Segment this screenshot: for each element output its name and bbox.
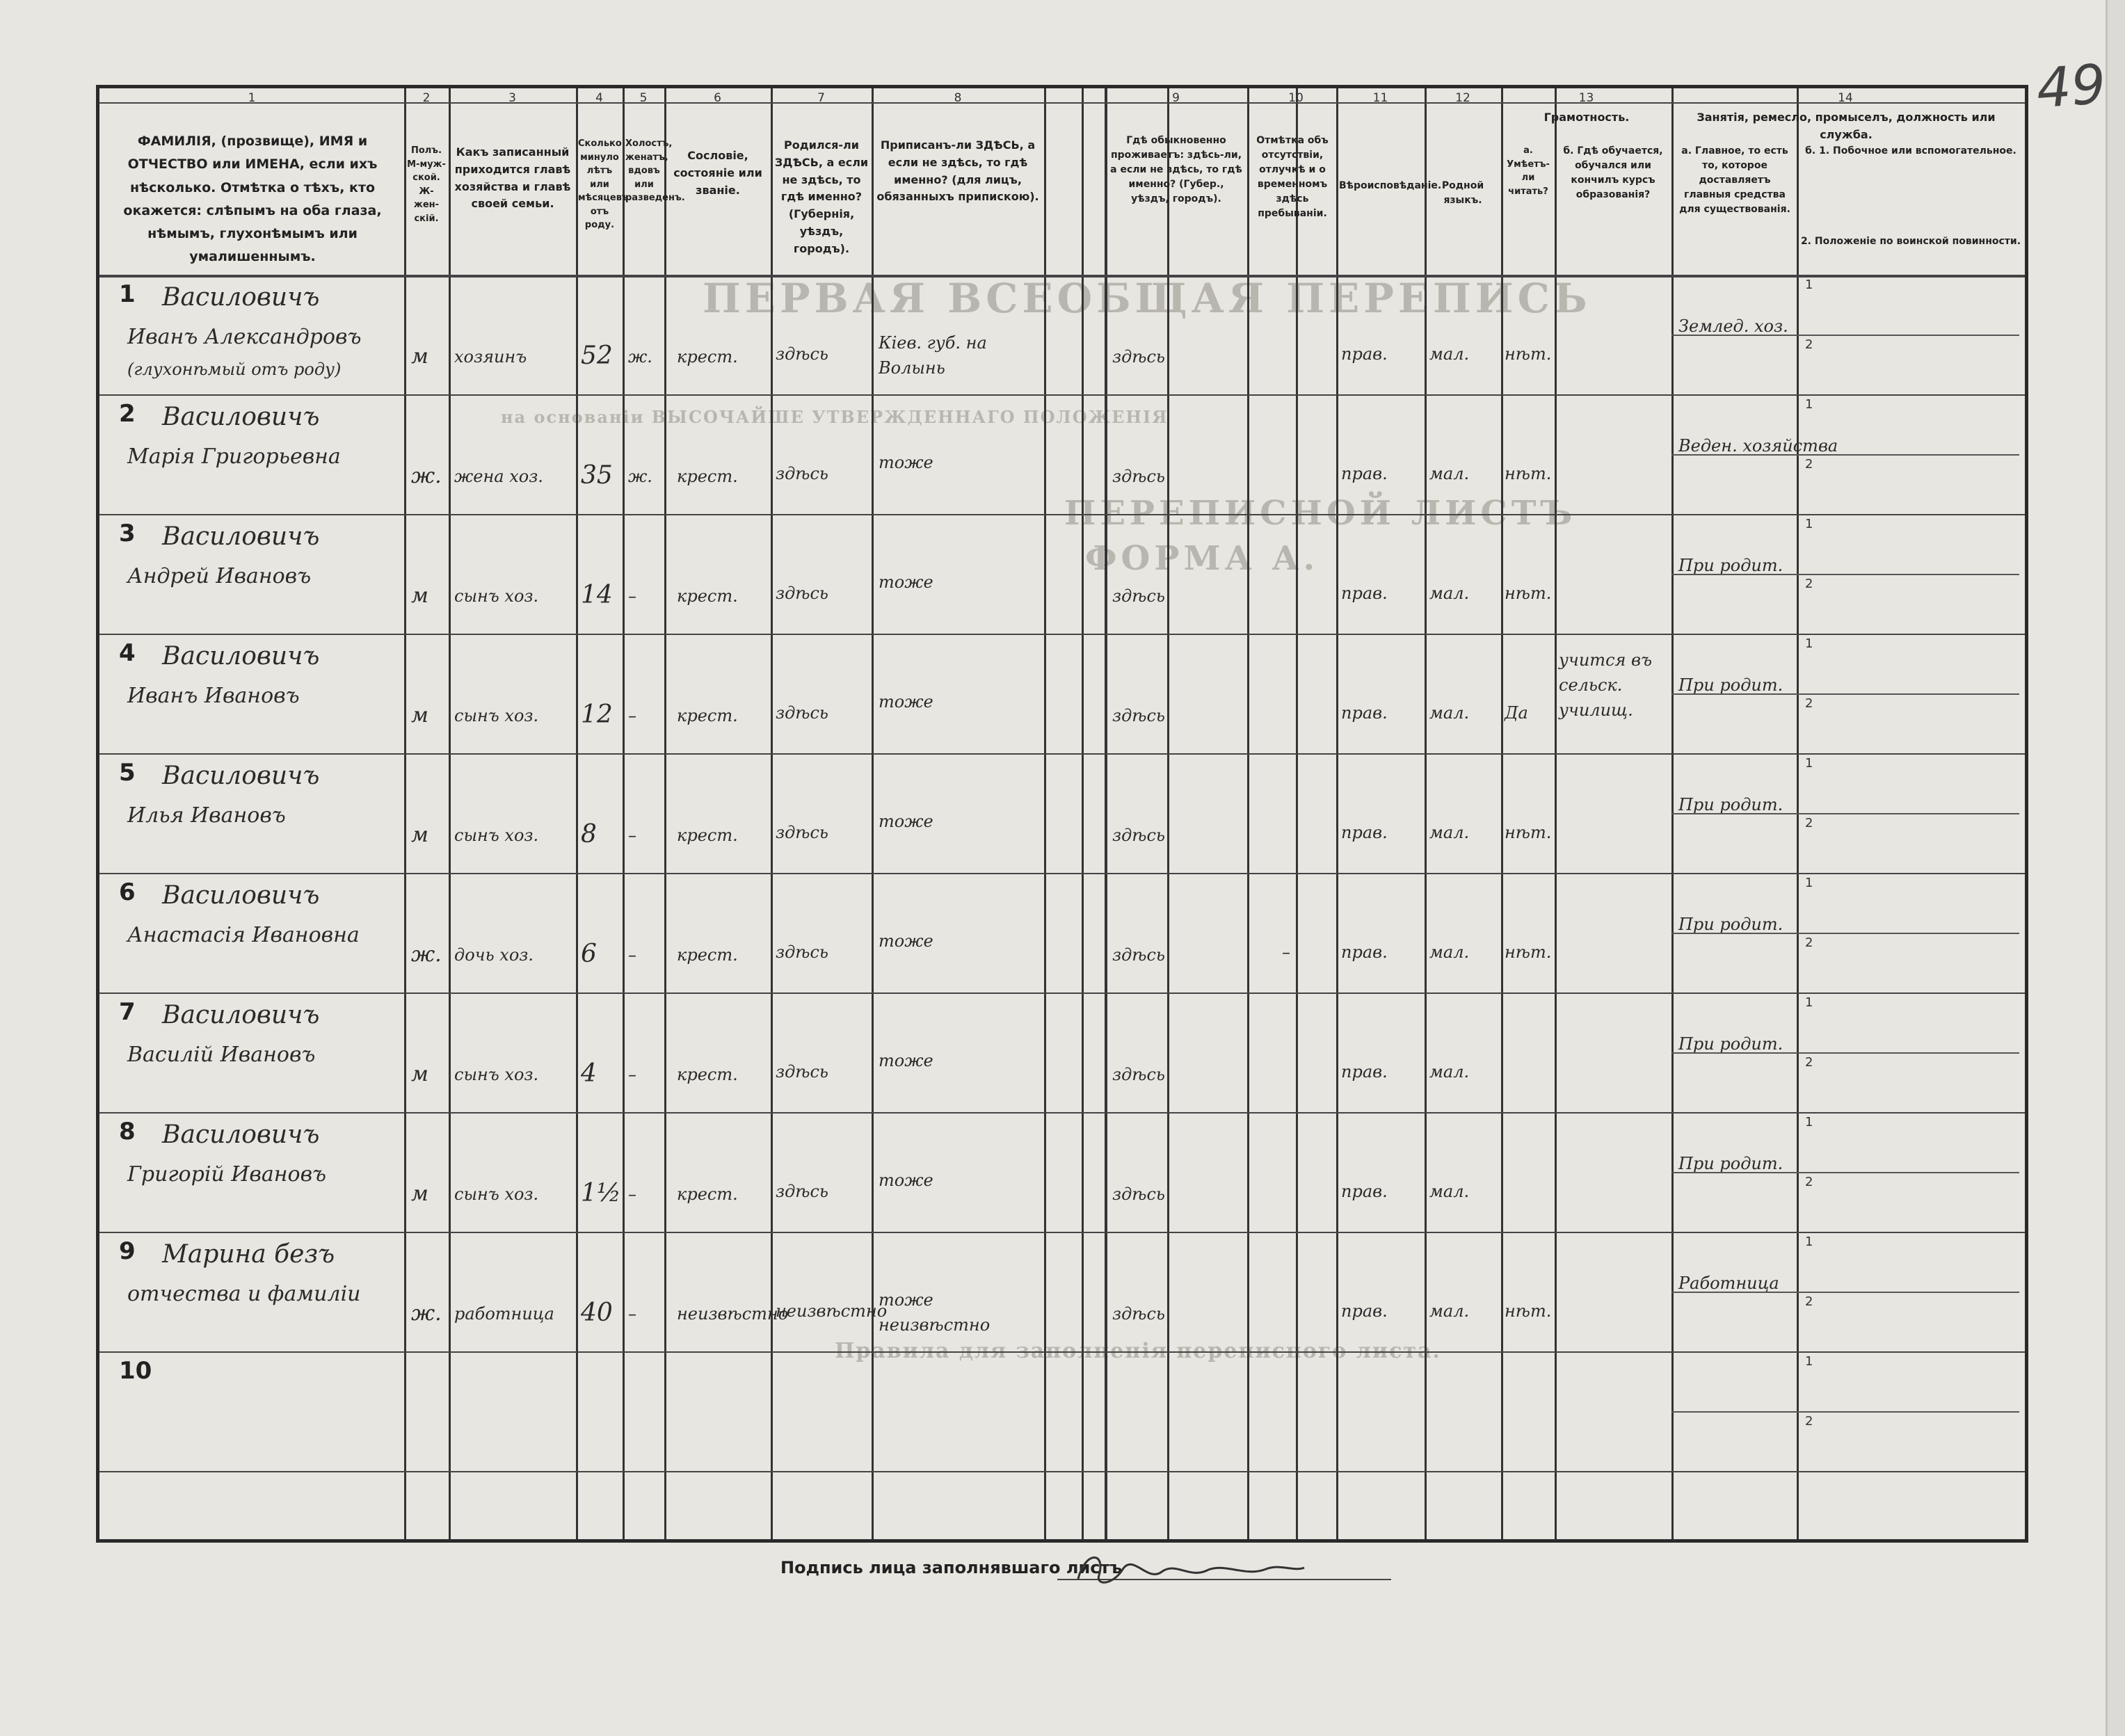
age-cell: 4	[581, 1059, 597, 1088]
row-number: 4	[119, 639, 136, 667]
aux-number-2: 2	[1805, 696, 1813, 711]
colnum-7: 7	[817, 91, 825, 105]
religion-cell: прав.	[1341, 1182, 1388, 1201]
registered-cell: тоже	[879, 1051, 933, 1070]
aux-divider	[1671, 1172, 2019, 1173]
aux-number-2: 2	[1805, 1294, 1813, 1309]
person-name: отчества и фамиліи	[127, 1282, 361, 1306]
header-occupation-b1: б. 1. Побочное или вспомогательное.	[1805, 145, 2016, 156]
header-estate: Сословіе, состояніе или званіе.	[673, 149, 762, 197]
language-cell: мал.	[1429, 703, 1470, 723]
census-table	[96, 85, 2028, 1543]
aux-number-1: 1	[1805, 995, 1813, 1010]
age-cell: 35	[581, 461, 613, 490]
born-cell: здѣсь	[776, 1062, 828, 1082]
bleed-form-no: ФОРМА А.	[1085, 539, 1320, 578]
estate-cell: неизвѣстно	[677, 1304, 789, 1324]
page-number: 49	[2034, 53, 2108, 121]
aux-number-1: 1	[1805, 756, 1813, 771]
header-name: ФАМИЛІЯ, (прозвище), ИМЯ и ОТЧЕСТВО или ИМЕНА, если ихъ нѣсколько. Отмѣтка о тѣхъ, кто окажется: слѣпымъ на оба глаза, нѣмымъ, глухонѣмымъ или умалишеннымъ.	[123, 134, 382, 265]
aux-divider	[1671, 933, 2019, 934]
person-note: (глухонѣмый отъ роду)	[127, 360, 342, 379]
person-name: Григорій Ивановъ	[127, 1162, 327, 1187]
sex-cell: ж.	[411, 1301, 442, 1326]
occupation-cell: При родит.	[1678, 556, 1783, 575]
marital-cell: –	[628, 586, 636, 606]
registered-cell: тоже неизвѣстно	[879, 1290, 991, 1335]
religion-cell: прав.	[1341, 942, 1388, 962]
marital-cell: –	[628, 1304, 636, 1324]
born-cell: здѣсь	[776, 942, 828, 962]
aux-divider	[1671, 693, 2019, 695]
religion-cell: прав.	[1341, 1062, 1388, 1082]
colnum-13: 13	[1578, 91, 1594, 105]
aux-number-2: 2	[1805, 935, 1813, 950]
aux-number-2: 2	[1805, 816, 1813, 830]
row-number: 7	[119, 998, 136, 1026]
resides-cell: здѣсь	[1112, 706, 1165, 725]
bleed-form-title: ПЕРЕПИСНОЙ ЛИСТЪ	[1064, 494, 1577, 533]
estate-cell: крест.	[677, 1065, 738, 1084]
language-cell: мал.	[1429, 1062, 1470, 1082]
religion-cell: прав.	[1341, 344, 1388, 364]
person-name: Василій Ивановъ	[127, 1043, 316, 1067]
aux-number-2: 2	[1805, 577, 1813, 591]
aux-number-1: 1	[1805, 1354, 1813, 1369]
aux-divider	[1671, 454, 2019, 456]
registered-cell: тоже	[879, 572, 933, 592]
sex-cell: м	[411, 1062, 428, 1086]
row-number: 8	[119, 1118, 136, 1146]
header-literacy-b: б. Гдѣ обучается, обучался или кончилъ курсъ образованія?	[1563, 145, 1663, 200]
relation-cell: сынъ хоз.	[454, 1184, 539, 1204]
row-number: 3	[119, 520, 136, 547]
colnum-9: 9	[1172, 91, 1180, 105]
relation-cell: жена хоз.	[454, 467, 543, 486]
occupation-cell: Веден. хозяйства	[1678, 436, 1838, 456]
marital-cell: –	[628, 1065, 636, 1084]
born-cell: здѣсь	[776, 823, 828, 842]
bleed-subtitle: на основаніи ВЫСОЧАЙШЕ УТВЕРЖДЕННАГО ПОЛОЖЕНІЯ	[501, 407, 1169, 427]
aux-divider	[1671, 1411, 2019, 1413]
religion-cell: прав.	[1341, 1301, 1388, 1321]
language-cell: мал.	[1429, 464, 1470, 483]
absence-cell: –	[1282, 942, 1290, 962]
occupation-cell: При родит.	[1678, 1154, 1783, 1173]
literate-cell: нѣт.	[1505, 464, 1552, 483]
marital-cell: ж.	[628, 347, 652, 367]
sex-cell: м	[411, 823, 428, 847]
occupation-cell: При родит.	[1678, 675, 1783, 695]
colnum-4: 4	[595, 91, 603, 105]
occupation-cell: Землед. хоз.	[1678, 316, 1788, 336]
colnum-3: 3	[508, 91, 516, 105]
registered-cell: Кіев. губ. на Волынь	[879, 333, 987, 378]
person-name: Анастасія Ивановна	[127, 923, 360, 947]
resides-cell: здѣсь	[1112, 826, 1165, 845]
bleed-title: ПЕРВАЯ ВСЕОБЩАЯ ПЕРЕПИСЬ	[703, 275, 1591, 322]
colnum-6: 6	[714, 91, 721, 105]
signature-label: Подпись лица заполнявшаго листъ	[780, 1558, 1123, 1577]
aux-number-2: 2	[1805, 1414, 1813, 1429]
language-cell: мал.	[1429, 1301, 1470, 1321]
row-number: 10	[119, 1357, 152, 1385]
person-surname: Василовичъ	[162, 403, 320, 431]
header-marital: Холостъ, женатъ, вдовъ или разведенъ.	[625, 138, 685, 203]
resides-cell: здѣсь	[1112, 1304, 1165, 1324]
relation-cell: сынъ хоз.	[454, 586, 539, 606]
religion-cell: прав.	[1341, 823, 1388, 842]
religion-cell: прав.	[1341, 464, 1388, 483]
person-name: Илья Ивановъ	[127, 803, 286, 828]
born-cell: здѣсь	[776, 584, 828, 603]
language-cell: мал.	[1429, 823, 1470, 842]
literate-cell: нѣт.	[1505, 344, 1552, 364]
marital-cell: ж.	[628, 467, 652, 486]
religion-cell: прав.	[1341, 584, 1388, 603]
person-surname: Василовичъ	[162, 522, 320, 551]
aux-divider	[1671, 813, 2019, 814]
row-number: 1	[119, 280, 136, 308]
relation-cell: работница	[454, 1304, 554, 1324]
person-name: Марія Григорьевна	[127, 444, 341, 469]
marital-cell: –	[628, 945, 636, 965]
born-cell: здѣсь	[776, 344, 828, 364]
born-cell: здѣсь	[776, 1182, 828, 1201]
literate-cell: Да	[1505, 703, 1528, 723]
estate-cell: крест.	[677, 706, 738, 725]
colnum-14: 14	[1838, 91, 1853, 105]
header-language: Родной языкъ.	[1441, 180, 1484, 206]
header-registered: Приписанъ-ли ЗДѢСЬ, а если не здѣсь, то гдѣ именно? (для лицъ, обязанныхъ припискою).	[876, 138, 1039, 204]
relation-cell: хозяинъ	[454, 347, 527, 367]
aux-divider	[1671, 335, 2019, 336]
header-occupation-b2: 2. Положеніе по воинской повинности.	[1800, 236, 2021, 247]
person-surname: Василовичъ	[162, 881, 320, 910]
sex-cell: ж.	[411, 942, 442, 967]
language-cell: мал.	[1429, 1182, 1470, 1201]
born-cell: здѣсь	[776, 464, 828, 483]
aux-number-1: 1	[1805, 1235, 1813, 1249]
aux-number-1: 1	[1805, 397, 1813, 412]
relation-cell: сынъ хоз.	[454, 826, 539, 845]
row-number: 9	[119, 1237, 136, 1265]
literate-cell: нѣт.	[1505, 1301, 1552, 1321]
resides-cell: здѣсь	[1112, 586, 1165, 606]
header-occupation-a: а. Главное, то есть то, которое доставляетъ главныя средства для существованія.	[1679, 145, 1790, 215]
literate-cell: нѣт.	[1505, 584, 1552, 603]
age-cell: 40	[581, 1299, 613, 1327]
bleed-rules: Правила для заполненія переписного листа.	[835, 1339, 1441, 1363]
colnum-8: 8	[954, 91, 962, 105]
colnum-1: 1	[248, 91, 256, 105]
person-surname: Василовичъ	[162, 1120, 320, 1149]
resides-cell: здѣсь	[1112, 945, 1165, 965]
age-cell: 1½	[581, 1179, 621, 1207]
header-born: Родился-ли ЗДѢСЬ, а если не здѣсь, то гдѣ именно? (Губернія, уѣздъ, городъ).	[774, 138, 869, 255]
header-age: Сколько минуло лѣтъ или мѣсяцевъ отъ роду.	[578, 138, 629, 230]
literate-cell: нѣт.	[1505, 942, 1552, 962]
registered-cell: тоже	[879, 1171, 933, 1190]
person-surname: Василовичъ	[162, 1001, 320, 1029]
relation-cell: сынъ хоз.	[454, 1065, 539, 1084]
schooling-cell: учится въ сельск. училищ.	[1559, 650, 1652, 720]
aux-number-1: 1	[1805, 1115, 1813, 1130]
aux-number-2: 2	[1805, 337, 1813, 352]
colnum-12: 12	[1455, 91, 1470, 105]
sex-cell: м	[411, 1182, 428, 1206]
religion-cell: прав.	[1341, 703, 1388, 723]
estate-cell: крест.	[677, 1184, 738, 1204]
marital-cell: –	[628, 706, 636, 725]
header-relation: Какъ записанный приходится главѣ хозяйства и главѣ своей семьи.	[454, 145, 571, 211]
language-cell: мал.	[1429, 344, 1470, 364]
sex-cell: м	[411, 703, 428, 728]
person-surname: Василовичъ	[162, 642, 320, 670]
marital-cell: –	[628, 1184, 636, 1204]
colnum-11: 11	[1372, 91, 1388, 105]
relation-cell: сынъ хоз.	[454, 706, 539, 725]
person-surname: Марина безъ	[162, 1240, 335, 1269]
aux-divider	[1671, 1292, 2019, 1293]
aux-number-1: 1	[1805, 517, 1813, 531]
colnum-10: 10	[1288, 91, 1304, 105]
language-cell: мал.	[1429, 942, 1470, 962]
resides-cell: здѣсь	[1112, 1065, 1165, 1084]
row-number: 2	[119, 400, 136, 428]
colnum-2: 2	[422, 91, 431, 105]
aux-number-2: 2	[1805, 1055, 1813, 1070]
estate-cell: крест.	[677, 826, 738, 845]
resides-cell: здѣсь	[1112, 347, 1165, 367]
marital-cell: –	[628, 826, 636, 845]
header-literacy-a: а. Умѣетъ-ли читать?	[1507, 145, 1550, 197]
row-number: 6	[119, 878, 136, 906]
occupation-cell: При родит.	[1678, 795, 1783, 814]
colnum-5: 5	[639, 91, 648, 105]
aux-divider	[1671, 1052, 2019, 1054]
age-cell: 6	[581, 940, 597, 968]
age-cell: 14	[581, 581, 613, 609]
header-religion: Вѣроисповѣданіе.	[1339, 180, 1442, 191]
row-number: 5	[119, 759, 136, 787]
estate-cell: крест.	[677, 945, 738, 965]
age-cell: 12	[581, 700, 613, 729]
person-surname: Василовичъ	[162, 762, 320, 790]
born-cell: неизвѣстно	[776, 1301, 888, 1321]
aux-number-2: 2	[1805, 457, 1813, 472]
aux-number-1: 1	[1805, 636, 1813, 651]
estate-cell: крест.	[677, 347, 738, 367]
header-literacy: Грамотность.	[1543, 111, 1630, 124]
age-cell: 8	[581, 820, 597, 849]
person-name: Иванъ Ивановъ	[127, 684, 300, 708]
person-name: Иванъ Александровъ	[127, 325, 362, 349]
resides-cell: здѣсь	[1112, 467, 1165, 486]
registered-cell: тоже	[879, 931, 933, 951]
header-sex: Полъ. М-муж-ской. Ж-жен-скій.	[407, 145, 446, 224]
aux-number-1: 1	[1805, 278, 1813, 292]
language-cell: мал.	[1429, 584, 1470, 603]
registered-cell: тоже	[879, 453, 933, 472]
relation-cell: дочь хоз.	[454, 945, 534, 965]
person-name: Андрей Ивановъ	[127, 564, 312, 588]
person-surname: Василовичъ	[162, 283, 320, 312]
registered-cell: тоже	[879, 812, 933, 831]
age-cell: 52	[581, 341, 613, 370]
sex-cell: ж.	[411, 464, 442, 488]
estate-cell: крест.	[677, 586, 738, 606]
occupation-cell: Работница	[1678, 1273, 1779, 1293]
aux-number-2: 2	[1805, 1175, 1813, 1189]
registered-cell: тоже	[879, 692, 933, 712]
born-cell: здѣсь	[776, 703, 828, 723]
resides-cell: здѣсь	[1112, 1184, 1165, 1204]
estate-cell: крест.	[677, 467, 738, 486]
header-absence: Отмѣтка объ отсутствіи, отлучкѣ и о временномъ здѣсь пребываніи.	[1256, 135, 1329, 219]
sex-cell: м	[411, 584, 428, 608]
literate-cell: нѣт.	[1505, 823, 1552, 842]
occupation-cell: При родит.	[1678, 915, 1783, 934]
aux-divider	[1671, 574, 2019, 575]
aux-number-1: 1	[1805, 876, 1813, 890]
occupation-cell: При родит.	[1678, 1034, 1783, 1054]
header-resides: Гдѣ обыкновенно проживаетъ: здѣсь-ли, а если не здѣсь, то гдѣ именно? (Губер., уѣздъ, городъ).	[1110, 135, 1242, 204]
header-occupation: Занятія, ремесло, промыселъ, должность или служба.	[1697, 111, 1996, 141]
sex-cell: м	[411, 344, 428, 369]
